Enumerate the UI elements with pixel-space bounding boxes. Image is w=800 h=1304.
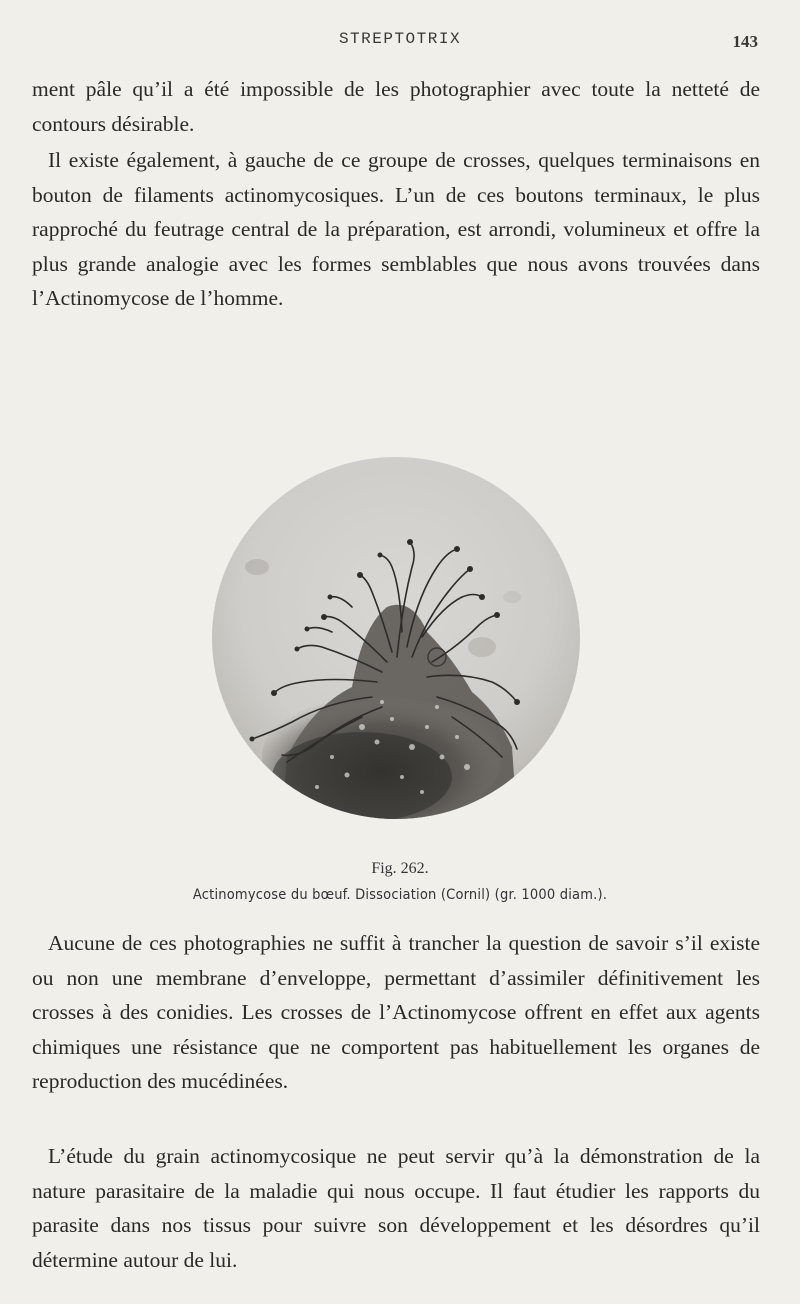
page-number: 143 [732, 32, 758, 51]
micrograph-plate [212, 457, 580, 819]
paragraph-text: Il existe également, à gauche de ce groupe de crosses, quelques terminaisons en bouton de filaments actinomycosiques. L’un de ces boutons terminaux, le plus rapproché du feutrage central de la préparation, est arrondi, volumineux et offre la plus grande analogie avec les formes semblables que nous avons trouvées dans l’Actinomycose de l’homme. [32, 148, 760, 310]
paragraph-text: L’étude du grain actinomycosique ne peut servir qu’à la démonstration de la nature parasitaire de la maladie qui nous occupe. Il faut étudier les rapports du parasite dans nos tissus pour suivre son développement et les désordres qu’il détermine autour de lui. [32, 1144, 760, 1272]
micrograph-image [212, 457, 580, 819]
paragraph-terminal-buttons [32, 143, 760, 316]
figure-number: Fig. 262. [371, 860, 429, 877]
running-head [0, 30, 800, 54]
paragraph-text: Aucune de ces photographies ne suffit à trancher la question de savoir s’il existe ou non une membrane d’enveloppe, permettant d’assimiler définitivement les crosses à des conidies. Les crosses de l’Actinomycose offrent en effet aux agents chimiques une résistance que ne comportent pas habituellement les organes de reproduction des mucédinées. [32, 931, 760, 1093]
figure-caption: Actinomycose du bœuf. Dissociation (Cornil) (gr. 1000 diam.). [192, 887, 608, 903]
paragraph-membrane-question [32, 926, 760, 1099]
paragraph-continuation: ment pâle qu’il a été impossible de les photographier avec toute la netteté de contours désirable. [32, 77, 760, 136]
paragraph-grain-study [32, 1139, 760, 1277]
running-title: STREPTOTRIX [338, 30, 462, 48]
